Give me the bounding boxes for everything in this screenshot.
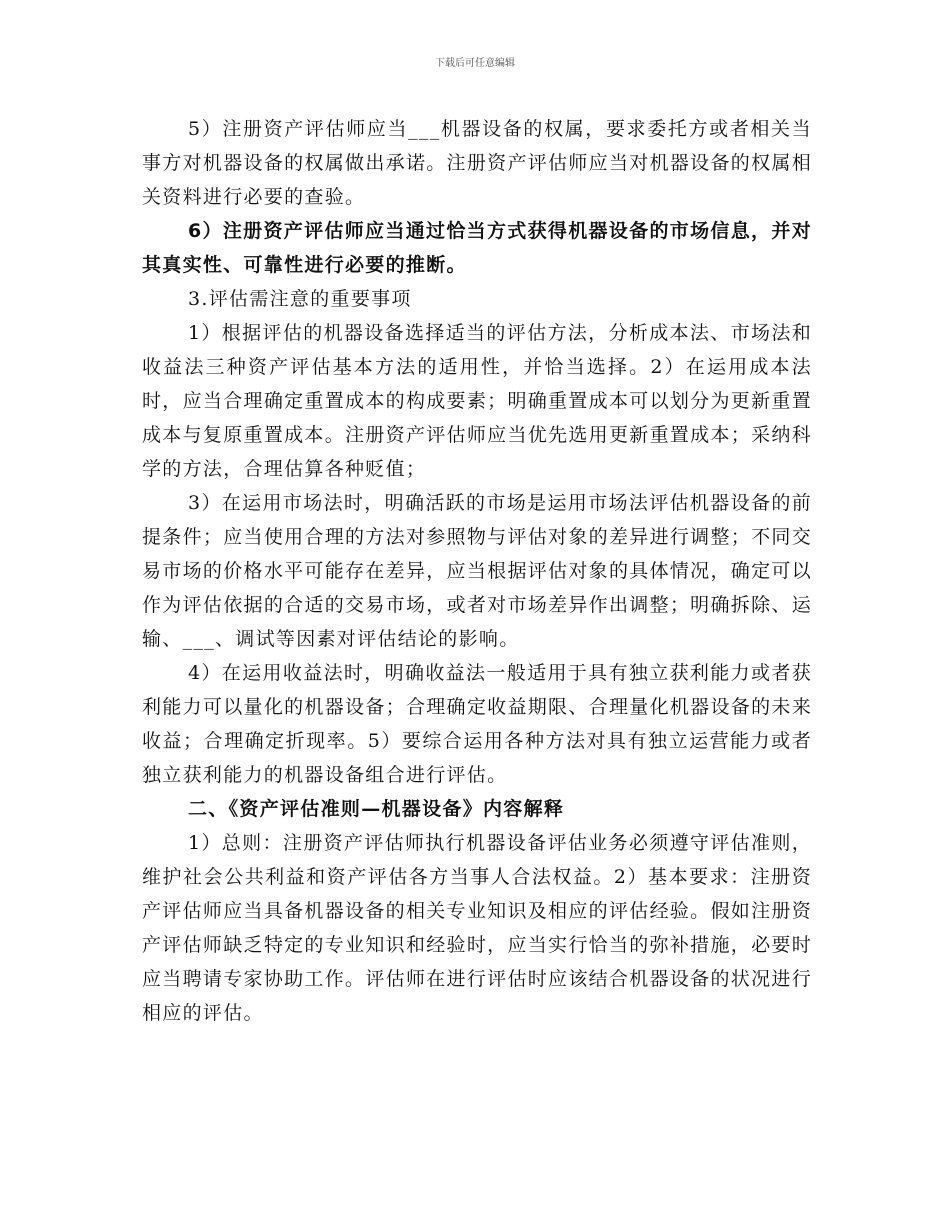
- paragraph-income-approach: 4）在运用收益法时，明确收益法一般适用于具有独立获利能力或者获利能力可以量化的机器设备；合理确定收益期限、合理量化机器设备的未来收益；合理确定折现率。5）要综合运用各种方法对具有独立运营能力或者独立获利能力的机器设备组合进行评估。: [142, 662, 812, 786]
- paragraph-ownership: 5）注册资产评估师应当___机器设备的权属，要求委托方或者相关当事方对机器设备的权属做出承诺。注册资产评估师应当对机器设备的权属相关资料进行必要的查验。: [142, 118, 812, 208]
- document-body: [142, 112, 812, 1030]
- paragraph-general-rules: 1）总则：注册资产评估师执行机器设备评估业务必须遵守评估准则，维护社会公共利益和资产评估各方当事人合法权益。2）基本要求：注册资产评估师应当具备机器设备的相关专业知识及相应的评估经验。假如注册资产评估师缺乏特定的专业知识和经验时，应当实行恰当的弥补措施，必要时应当聘请专家协助工作。评估师在进行评估时应该结合机器设备的状况进行相应的评估。: [142, 832, 812, 1024]
- paragraph-market-info: 6）注册资产评估师应当通过恰当方式获得机器设备的市场信息，并对其真实性、可靠性进行必要的推断。: [142, 220, 812, 276]
- section-heading-important-matters: 3.评估需注意的重要事项: [188, 288, 412, 310]
- page-header: 下载后可任意编辑: [435, 58, 515, 69]
- paragraph-method-selection: 1）根据评估的机器设备选择适当的评估方法，分析成本法、市场法和收益法三种资产评估基本方法的适用性，并恰当选择。2）在运用成本法时，应当合理确定重置成本的构成要素；明确重置成本可以划分为更新重置成本与复原重置成本。注册资产评估师应当优先选用更新重置成本；采纳科学的方法，合理估算各种贬值；: [142, 322, 812, 480]
- paragraph-market-approach: 3）在运用市场法时，明确活跃的市场是运用市场法评估机器设备的前提条件；应当使用合理的方法对参照物与评估对象的差异进行调整；不同交易市场的价格水平可能存在差异，应当根据评估对象的具体情况，确定可以作为评估依据的合适的交易市场，或者对市场差异作出调整；明确拆除、运输、___、调试等因素对评估结论的影响。: [142, 492, 812, 650]
- section-heading-standard-interpretation: 二、《资产评估准则—机器设备》内容解释: [188, 798, 565, 820]
